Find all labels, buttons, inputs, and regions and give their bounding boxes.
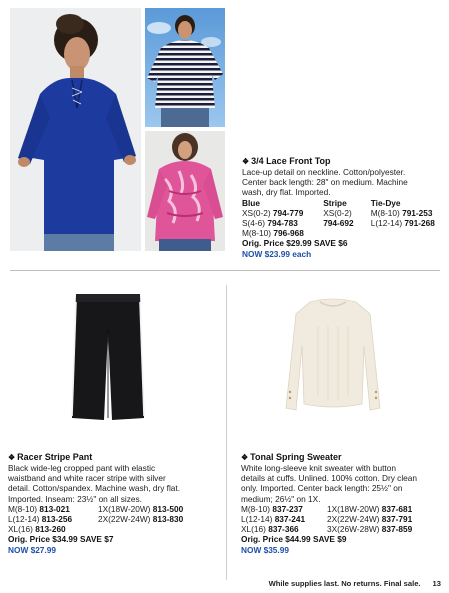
lace-top-col-stripe: Stripe XS(0-2) 794-692 <box>323 197 354 229</box>
lace-top-now-price: NOW $23.99 each <box>242 248 312 259</box>
tonal-spring-sweater-photo <box>282 296 384 416</box>
racer-pant-title: ❖ Racer Stripe Pant <box>8 452 93 462</box>
lace-top-orig-price: Orig. Price $29.99 SAVE $6 <box>242 238 348 249</box>
racer-pant-info <box>8 452 223 555</box>
sweater-orig-price: Orig. Price $44.99 SAVE $9 <box>241 534 347 545</box>
tie-dye-top-photo <box>145 131 225 251</box>
diamond-bullet-icon: ❖ <box>8 453 16 462</box>
diamond-bullet-icon: ❖ <box>242 157 250 166</box>
lace-top-sizes <box>242 198 442 239</box>
vertical-divider <box>226 285 227 580</box>
racer-pant-desc: Black wide-leg cropped pant with elastic waistband and white racer stripe with silver detail. Cotton/spandex. Machine wash, dry flat. Imported. Inseam: 23½" on all sizes. <box>8 463 181 504</box>
lace-top-desc: Lace-up detail on neckline. Cotton/polyester. Center back length: 28" on medium. Machine wash, dry flat. Imported. <box>242 167 408 198</box>
sweater-desc: White long-sleeve knit sweater with button details at cuffs. Unlined. 100% cotton. Dry clean only. Imported. Center back length: 25½" on medium; 26½" on 1X. <box>241 463 418 504</box>
racer-stripe-pant-photo <box>62 290 154 422</box>
diamond-bullet-icon: ❖ <box>241 453 249 462</box>
racer-pant-now-price: NOW $27.99 <box>8 544 56 555</box>
page-number: 13 <box>432 579 441 588</box>
lace-top-col-blue: Blue XS(0-2) 794-779 S(4-6) 794-783 M(8-10) 796-968 <box>242 197 304 239</box>
sweater-info <box>241 452 446 555</box>
page-footer <box>269 579 441 588</box>
racer-pant-orig-price: Orig. Price $34.99 SAVE $7 <box>8 534 114 545</box>
lace-top-info <box>242 156 442 259</box>
horizontal-divider <box>10 270 440 271</box>
footer-note: While supplies last. No returns. Final sale. <box>268 579 421 588</box>
sweater-sizes: M(8-10) 837-237 L(12-14) 837-241 XL(16) 837-366 1X(18W-20W) 837-681 2X(22W-24W) 837-791 3X(26W-28W) 837-859 <box>241 503 413 535</box>
sweater-title: ❖ Tonal Spring Sweater <box>241 452 342 462</box>
racer-pant-sizes: M(8-10) 813-021 L(12-14) 813-256 XL(16) 813-260 1X(18W-20W) 813-500 2X(22W-24W) 813-830 <box>8 503 184 535</box>
lace-top-col-tiedye: Tie-Dye M(8-10) 791-253 L(12-14) 791-268 <box>370 197 435 229</box>
lace-top-title: ❖ 3/4 Lace Front Top <box>242 156 331 166</box>
sweater-now-price: NOW $35.99 <box>241 544 289 555</box>
stripe-top-photo <box>145 8 225 127</box>
blue-lace-top-photo <box>10 8 141 251</box>
